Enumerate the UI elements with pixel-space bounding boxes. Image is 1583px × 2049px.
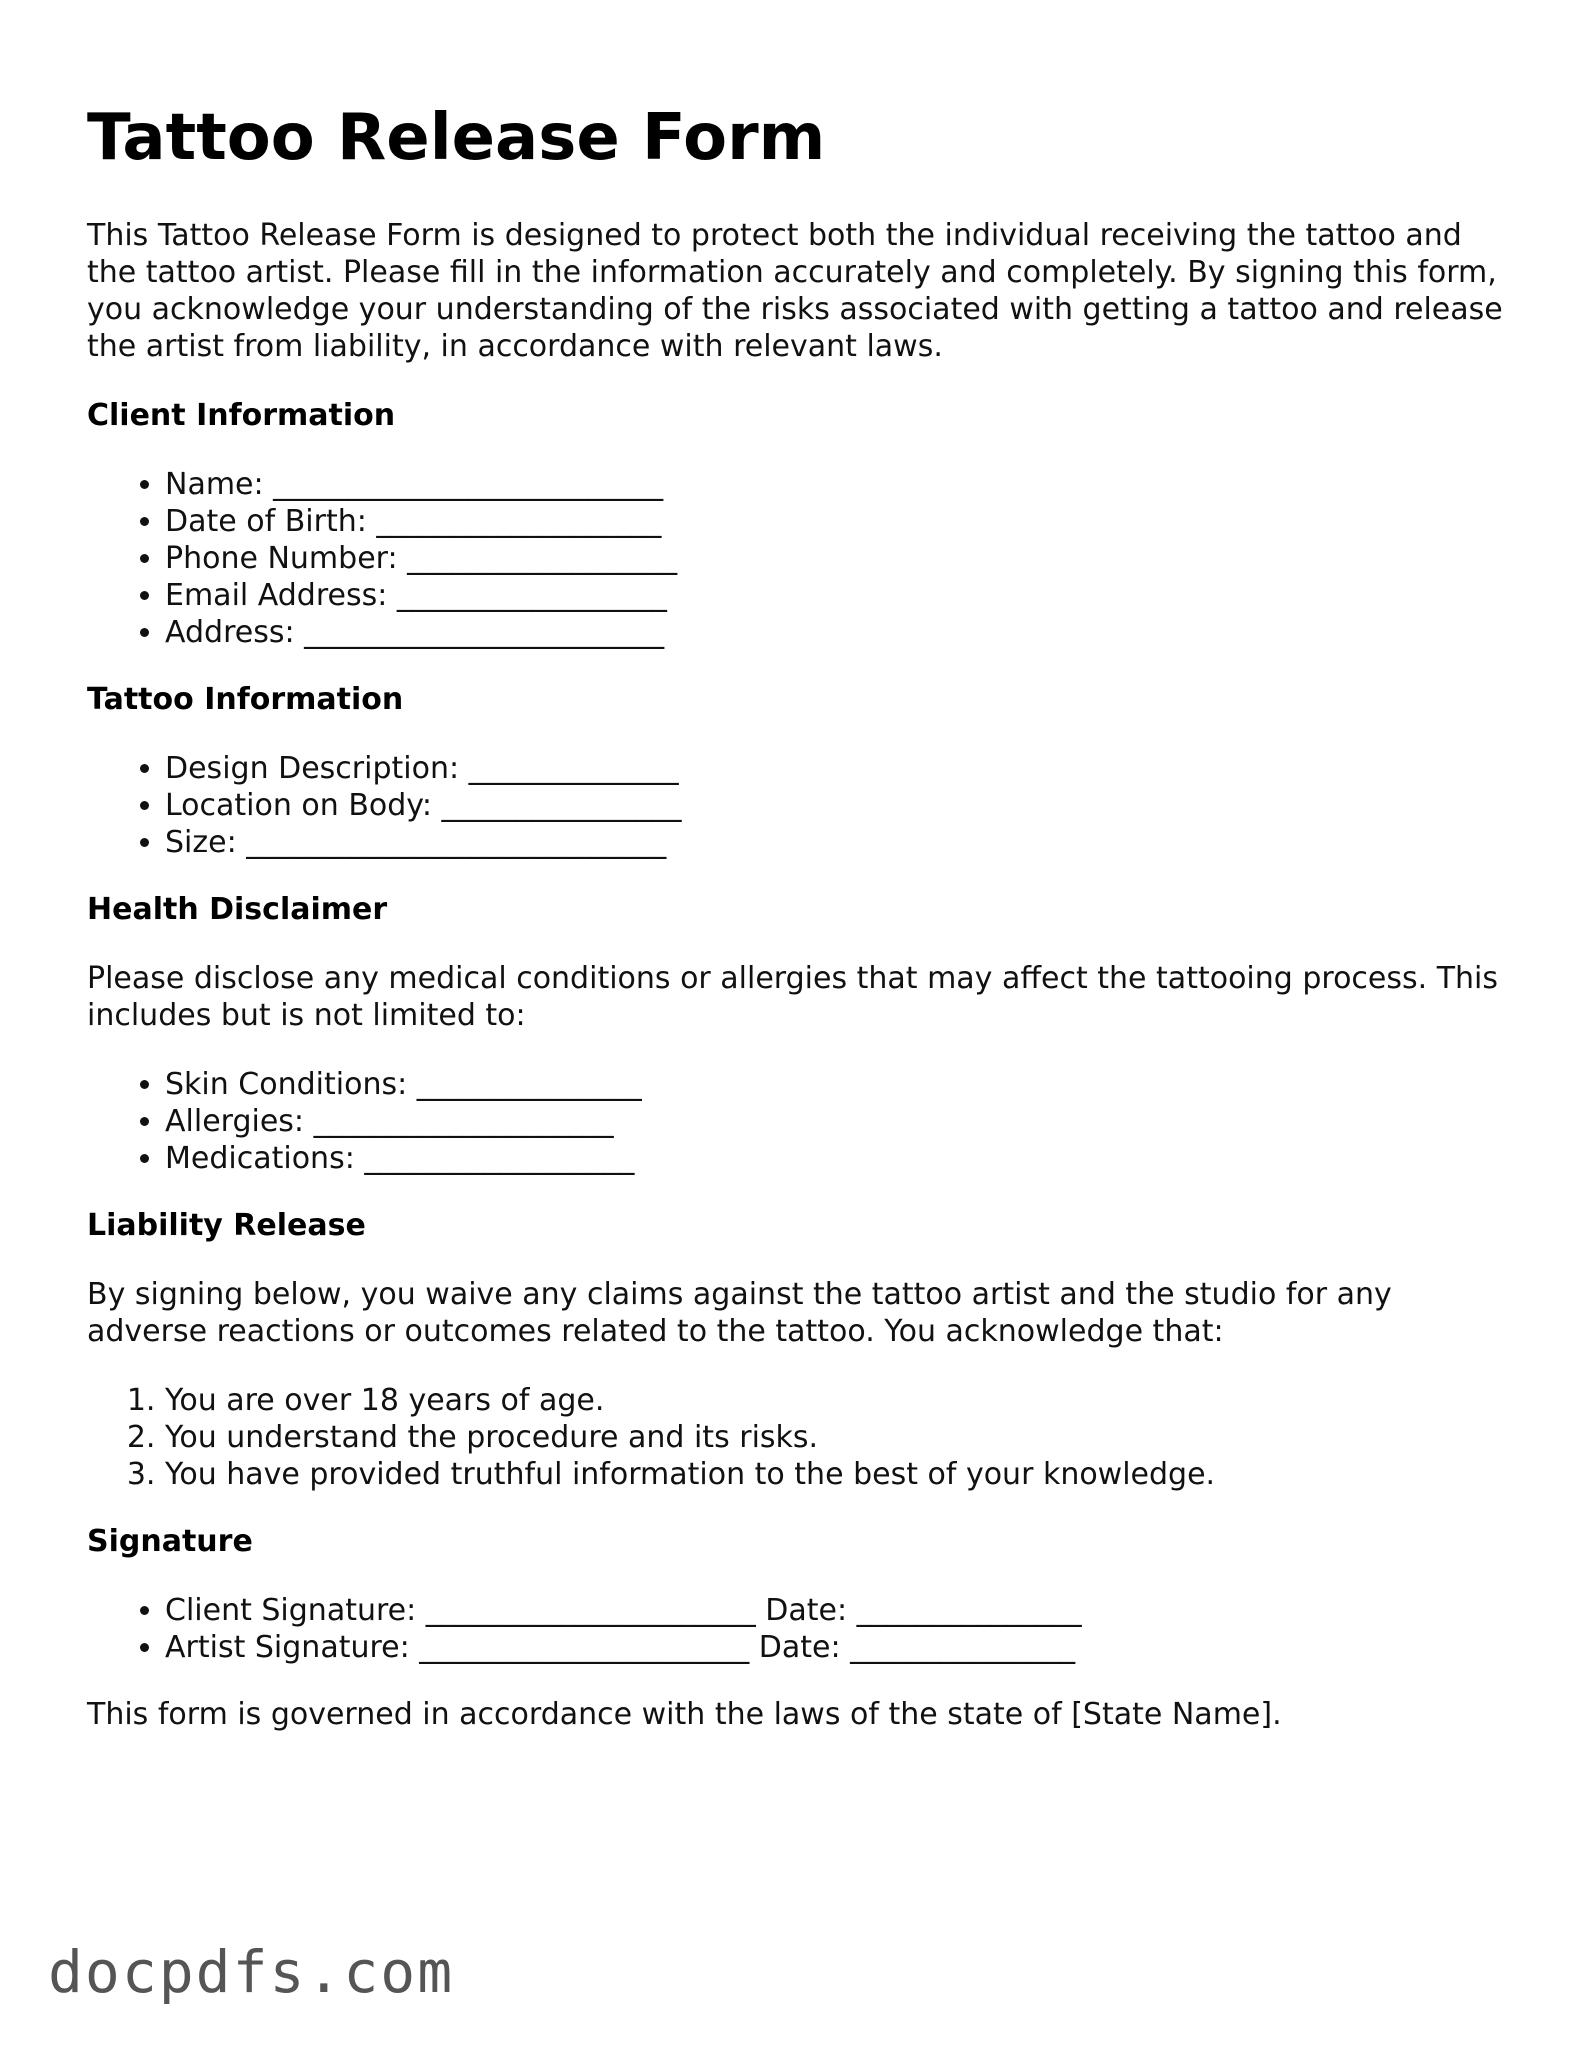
client-phone-field: • Phone Number: __________________ bbox=[165, 540, 1507, 577]
acknowledgement-item: 1. You are over 18 years of age. bbox=[165, 1382, 1507, 1419]
design-description-field: • Design Description: ______________ bbox=[165, 750, 1507, 787]
skin-conditions-field: • Skin Conditions: _______________ bbox=[165, 1066, 1507, 1103]
liability-release-heading: Liability Release bbox=[87, 1207, 366, 1243]
client-signature-line: • Client Signature: ______________________ Date: _______________ bbox=[165, 1592, 1507, 1629]
client-info-heading: Client Information bbox=[87, 397, 396, 433]
client-email-field: • Email Address: __________________ bbox=[165, 577, 1507, 614]
tattoo-info-heading: Tattoo Information bbox=[87, 681, 404, 717]
body-location-field: • Location on Body: ________________ bbox=[165, 787, 1507, 824]
intro-paragraph: This Tattoo Release Form is designed to protect both the individual receiving the tattoo and the tattoo artist. Please fill in the information accurately and completely. By signing this form, you acknowledge your understanding of the risks associated with getting a tattoo and release the artist from liability, in accordance with relevant laws. bbox=[87, 217, 1503, 364]
tattoo-info-list bbox=[87, 750, 1507, 861]
acknowledgement-list bbox=[87, 1382, 1507, 1493]
client-dob-field: • Date of Birth: ___________________ bbox=[165, 503, 1507, 540]
acknowledgement-item: 3. You have provided truthful information to the best of your knowledge. bbox=[165, 1456, 1507, 1493]
allergies-field: • Allergies: ____________________ bbox=[165, 1103, 1507, 1140]
client-address-field: • Address: ________________________ bbox=[165, 614, 1507, 651]
liability-release-text: By signing below, you waive any claims against the tattoo artist and the studio for any adverse reactions or outcomes related to the tattoo. You acknowledge that: bbox=[87, 1276, 1392, 1349]
client-info-list bbox=[87, 466, 1507, 651]
watermark: docpdfs.com bbox=[48, 1938, 455, 2006]
client-name-field: • Name: __________________________ bbox=[165, 466, 1507, 503]
medications-field: • Medications: __________________ bbox=[165, 1140, 1507, 1177]
signature-list bbox=[87, 1592, 1507, 1666]
health-disclaimer-text: Please disclose any medical conditions or allergies that may affect the tattooing process. This includes but is not limited to: bbox=[87, 960, 1499, 1033]
page-title: Tattoo Release Form bbox=[87, 101, 826, 175]
tattoo-size-field: • Size: ____________________________ bbox=[165, 824, 1507, 861]
document-page bbox=[87, 100, 1507, 1765]
governing-law-text: This form is governed in accordance with the laws of the state of [State Name]. bbox=[87, 1696, 1282, 1732]
health-list bbox=[87, 1066, 1507, 1177]
artist-signature-line: • Artist Signature: ______________________ Date: _______________ bbox=[165, 1629, 1507, 1666]
acknowledgement-item: 2. You understand the procedure and its risks. bbox=[165, 1419, 1507, 1456]
health-disclaimer-heading: Health Disclaimer bbox=[87, 891, 388, 927]
signature-heading: Signature bbox=[87, 1523, 253, 1559]
